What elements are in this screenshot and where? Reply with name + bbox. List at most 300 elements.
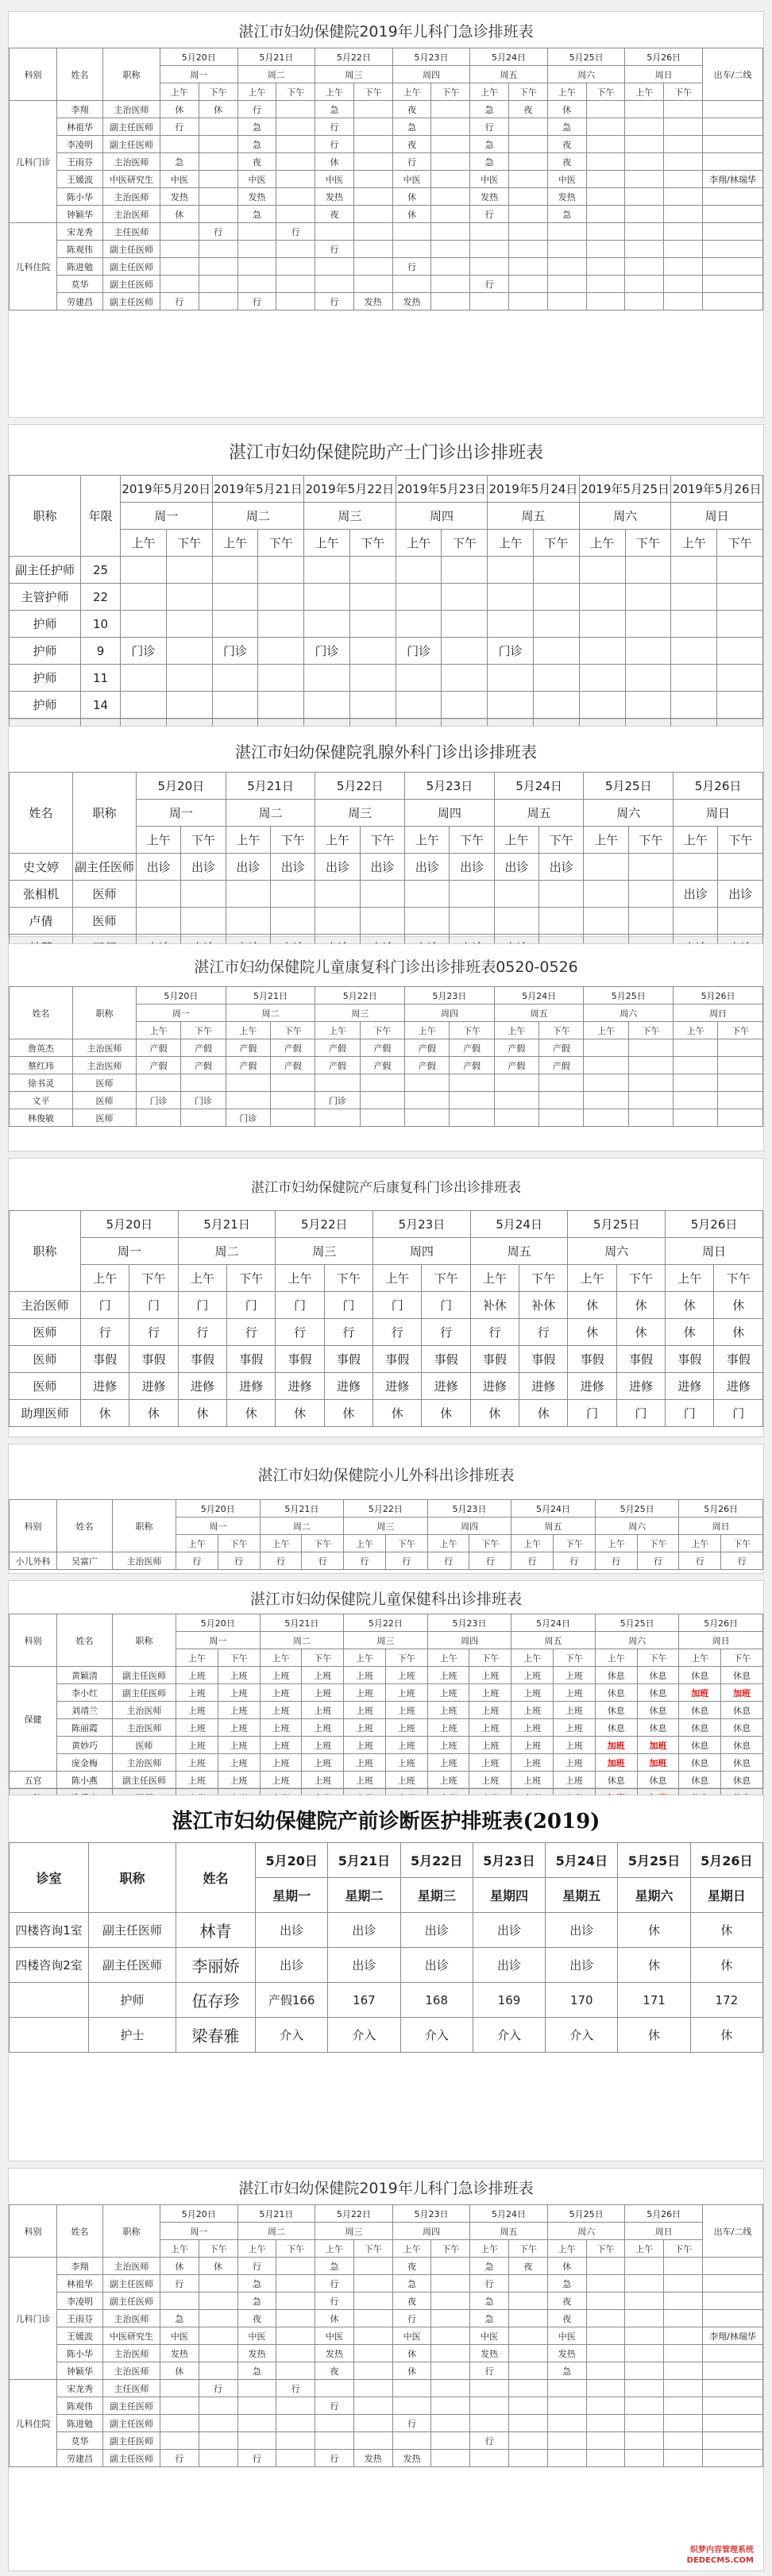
shift-cell (664, 153, 703, 171)
schedule-row (10, 584, 763, 611)
shift-cell (547, 2432, 586, 2450)
shift-cell: 休 (392, 2362, 431, 2380)
shift-cell (431, 2293, 470, 2310)
shift-cell: 行 (315, 136, 354, 153)
shift-cell (212, 692, 258, 719)
am-header: 上午 (579, 530, 625, 557)
shift-cell (664, 276, 703, 293)
shift-cell (315, 1074, 360, 1092)
shift-cell (625, 2345, 664, 2362)
shift-cell (671, 557, 717, 584)
am-header: 上午 (595, 1649, 637, 1667)
shift-cell (431, 2310, 470, 2327)
am-header: 上午 (121, 530, 167, 557)
shift-cell (226, 1074, 270, 1092)
name-cell: 王雨芬 (57, 153, 103, 171)
shift-cell (586, 223, 625, 241)
weekday-header: 周六 (595, 1517, 679, 1535)
shift-cell: 上班 (344, 1737, 386, 1754)
pm-header: 下午 (353, 83, 392, 101)
shift-cell: 休 (519, 1400, 568, 1427)
weekday-header: 星期五 (546, 1878, 618, 1913)
shift-cell: 行 (315, 2293, 354, 2310)
shift-cell (470, 223, 509, 241)
shift-cell (664, 101, 703, 118)
midwife-title: 湛江市妇幼保健院助产士门诊出诊排班表 (228, 443, 543, 463)
am-header: 上午 (373, 1265, 422, 1292)
shift-cell: 上班 (260, 1667, 302, 1684)
shift-cell (431, 2345, 470, 2362)
shift-cell (717, 692, 763, 719)
shift-cell: 加班 (721, 1684, 763, 1702)
room-cell: 四楼咨询2室 (10, 1948, 89, 1983)
pm-header: 下午 (554, 1535, 596, 1552)
shift-cell: 门 (568, 1400, 616, 1427)
header-row-dates (10, 2205, 763, 2223)
shift-cell (625, 692, 671, 719)
date-header: 5月21日 (226, 773, 315, 800)
title-cell: 主治医师 (103, 2362, 160, 2380)
name-cell: 林祖华 (57, 2275, 103, 2293)
shift-cell (360, 1074, 404, 1092)
shift-cell (717, 638, 763, 665)
shift-cell (625, 206, 664, 223)
shift-cell: 上班 (260, 1737, 302, 1754)
shift-cell: 休息 (721, 1772, 763, 1789)
shift-cell: 上班 (260, 1719, 302, 1737)
shift-cell (160, 241, 199, 258)
extra-cell (703, 2432, 763, 2450)
am-header: 上午 (679, 1649, 721, 1667)
shift-cell (431, 2380, 470, 2397)
shift-cell: 休 (199, 2258, 237, 2275)
shift-cell (349, 584, 396, 611)
shift-cell: 休息 (637, 1684, 679, 1702)
name-cell: 李翔 (57, 2258, 103, 2275)
weekday-header: 周六 (579, 503, 671, 530)
shift-cell: 加班 (595, 1737, 637, 1754)
shift-cell (579, 584, 625, 611)
weekday-header: 周二 (178, 1238, 276, 1265)
postpartum-schedule-panel (8, 1158, 764, 1437)
am-header: 上午 (315, 1022, 360, 1039)
shift-cell: 行 (373, 1319, 422, 1346)
shift-cell: 行 (237, 101, 276, 118)
shift-cell (258, 584, 304, 611)
shift-cell: 休 (714, 1292, 763, 1319)
shift-cell (199, 2275, 237, 2293)
date-header: 5月23日 (473, 1843, 545, 1878)
name-cell: 陈小华 (57, 2345, 103, 2362)
shift-cell (625, 2415, 664, 2432)
shift-cell (276, 258, 315, 276)
shift-cell (509, 2380, 548, 2397)
shift-cell: 夜 (237, 2310, 276, 2327)
shift-cell (315, 2380, 354, 2397)
shift-cell (488, 611, 534, 638)
shift-cell (276, 153, 315, 171)
shift-cell (166, 665, 212, 692)
am-header: 上午 (679, 1535, 721, 1552)
am-header: 上午 (392, 2240, 431, 2258)
shift-cell (212, 611, 258, 638)
shift-cell (405, 1074, 450, 1092)
date-header: 5月20日 (160, 2205, 238, 2223)
title-cell: 医师 (73, 1074, 137, 1092)
shift-cell: 上班 (302, 1772, 344, 1789)
shift-cell (137, 881, 181, 908)
shift-cell (586, 2345, 625, 2362)
shift-cell (199, 2310, 237, 2327)
pm-header: 下午 (469, 1649, 511, 1667)
shift-cell: 产假 (226, 1057, 270, 1074)
shift-cell (353, 2362, 392, 2380)
shift-cell (166, 638, 212, 665)
name-cell: 王雨芬 (57, 2310, 103, 2327)
shift-cell (353, 2327, 392, 2345)
weekday-header: 星期二 (328, 1878, 400, 1913)
shift-cell (237, 2415, 276, 2432)
weekday-header: 周六 (568, 1238, 666, 1265)
shift-cell (431, 2450, 470, 2467)
shift-cell (396, 584, 442, 611)
shift-cell (237, 2397, 276, 2415)
weekday-header: 周三 (315, 66, 393, 83)
shift-cell (199, 188, 237, 206)
shift-cell (431, 241, 470, 258)
schedule-row (10, 1319, 763, 1346)
shift-cell: 上班 (427, 1754, 469, 1772)
shift-cell: 行 (315, 241, 354, 258)
shift-cell: 门诊 (121, 638, 167, 665)
shift-cell: 上班 (302, 1667, 344, 1684)
extra-cell (703, 241, 763, 258)
column-header: 职称 (89, 1843, 176, 1913)
schedule-row (10, 188, 763, 206)
shift-cell (276, 276, 315, 293)
shift-cell (664, 2380, 703, 2397)
shift-cell (353, 171, 392, 188)
date-header: 5月25日 (618, 1843, 690, 1878)
am-header: 上午 (625, 83, 664, 101)
shift-cell (664, 2415, 703, 2432)
schedule-row (10, 908, 763, 935)
shift-cell (509, 223, 548, 241)
shift-cell (494, 1074, 538, 1092)
name-cell: 卢倩 (10, 908, 73, 935)
shift-cell (160, 2415, 199, 2432)
shift-cell: 事假 (129, 1346, 178, 1373)
shift-cell (276, 101, 315, 118)
shift-cell (431, 153, 470, 171)
pm-header: 下午 (218, 1649, 260, 1667)
shift-cell: 出诊 (181, 854, 226, 881)
weekday-header: 周二 (237, 2223, 315, 2240)
shift-cell: 出诊 (256, 1913, 328, 1948)
date-header: 5月20日 (176, 1500, 261, 1517)
shift-cell: 休息 (595, 1702, 637, 1719)
shift-cell: 休 (666, 1292, 714, 1319)
shift-cell (405, 908, 450, 935)
pm-header: 下午 (360, 827, 404, 854)
shift-cell: 中医 (392, 171, 431, 188)
am-header: 上午 (315, 2240, 354, 2258)
weekday-header: 周六 (547, 2223, 625, 2240)
shift-cell (547, 223, 586, 241)
shift-cell (586, 2362, 625, 2380)
date-header: 5月21日 (226, 987, 315, 1005)
weekday-header: 周三 (315, 2223, 393, 2240)
shift-cell (664, 2362, 703, 2380)
pm-header: 下午 (664, 2240, 703, 2258)
title-cell: 护师 (10, 665, 81, 692)
date-header: 2019年5月25日 (579, 476, 671, 503)
weekday-header: 周三 (315, 800, 405, 827)
shift-cell (431, 171, 470, 188)
dept-cell: 保健 (10, 1667, 57, 1772)
shift-cell (226, 908, 270, 935)
title-cell: 医师 (113, 1737, 176, 1754)
pm-header: 下午 (199, 83, 237, 101)
shift-cell: 休 (392, 2345, 431, 2362)
schedule-row (10, 1702, 763, 1719)
shift-cell: 产假 (539, 1057, 584, 1074)
shift-cell (226, 881, 270, 908)
column-header: 科别 (10, 1500, 57, 1552)
shift-cell (470, 2397, 509, 2415)
shift-cell: 门诊 (212, 638, 258, 665)
weekday-header: 周一 (81, 1238, 179, 1265)
shift-cell: 上班 (511, 1667, 554, 1684)
shift-cell: 169 (473, 1983, 545, 2018)
shift-cell: 休息 (637, 1667, 679, 1684)
childcare-schedule-panel (8, 1580, 764, 1788)
shift-cell: 中医 (160, 2327, 199, 2345)
name-cell: 莫华 (57, 276, 103, 293)
am-header: 上午 (276, 1265, 324, 1292)
shift-cell (160, 258, 199, 276)
pm-header: 下午 (586, 2240, 625, 2258)
shift-cell (137, 908, 181, 935)
shift-cell (664, 2293, 703, 2310)
schedule-row (10, 1719, 763, 1737)
shift-cell (579, 638, 625, 665)
shift-cell (718, 1092, 763, 1109)
shift-cell (353, 2310, 392, 2327)
weekday-header: 周一 (160, 2223, 238, 2240)
shift-cell: 急 (470, 2293, 509, 2310)
pedsurg-title: 湛江市妇幼保健院小儿外科出诊排班表 (257, 1467, 515, 1484)
pm-header: 下午 (302, 1649, 344, 1667)
shift-cell (625, 136, 664, 153)
shift-cell: 发热 (470, 188, 509, 206)
shift-cell (509, 136, 548, 153)
shift-cell (625, 665, 671, 692)
am-header: 上午 (176, 1535, 218, 1552)
shift-cell (488, 557, 534, 584)
weekday-header: 周日 (666, 1238, 763, 1265)
shift-cell: 出诊 (315, 854, 360, 881)
shift-cell: 门 (324, 1292, 372, 1319)
shift-cell (534, 638, 580, 665)
shift-cell: 进修 (178, 1373, 226, 1400)
date-header: 5月22日 (315, 2205, 393, 2223)
title-cell: 主治医师 (73, 1039, 137, 1057)
shift-cell (671, 665, 717, 692)
shift-cell: 急 (237, 118, 276, 136)
shift-cell: 休 (227, 1400, 276, 1427)
weekday-header: 周二 (237, 66, 315, 83)
shift-cell: 休 (373, 1400, 422, 1427)
date-header: 5月23日 (427, 1614, 511, 1632)
shift-cell: 上班 (260, 1684, 302, 1702)
shift-cell (579, 665, 625, 692)
weekday-header: 周四 (427, 1632, 511, 1649)
shift-cell (392, 241, 431, 258)
shift-cell: 产假 (450, 1057, 494, 1074)
shift-cell: 行 (160, 2450, 199, 2467)
date-header: 5月23日 (427, 1500, 511, 1517)
shift-cell: 行 (237, 2258, 276, 2275)
shift-cell: 事假 (470, 1346, 519, 1373)
shift-cell (625, 2450, 664, 2467)
extra-cell (703, 223, 763, 241)
years-cell: 11 (81, 665, 121, 692)
shift-cell: 休息 (721, 1754, 763, 1772)
peds-title: 湛江市妇幼保健院2019年儿科门急诊排班表 (238, 23, 534, 40)
name-cell: 劳建昌 (57, 2450, 103, 2467)
pm-header: 下午 (385, 1535, 427, 1552)
shift-cell (671, 611, 717, 638)
schedule-row (10, 171, 763, 188)
shift-cell (718, 1039, 763, 1057)
shift-cell (539, 908, 584, 935)
pm-header: 下午 (353, 2240, 392, 2258)
shift-cell: 行 (315, 2275, 354, 2293)
shift-cell (584, 1074, 628, 1092)
shift-cell (121, 665, 167, 692)
shift-cell (396, 611, 442, 638)
shift-cell (509, 188, 548, 206)
date-header: 5月24日 (511, 1614, 596, 1632)
shift-cell: 行 (392, 153, 431, 171)
shift-cell: 行 (81, 1319, 129, 1346)
shift-cell (212, 665, 258, 692)
years-cell: 25 (81, 557, 121, 584)
am-header: 上午 (226, 827, 270, 854)
shift-cell: 上班 (385, 1702, 427, 1719)
weekday-header: 周五 (511, 1517, 596, 1535)
shift-cell (534, 692, 580, 719)
shift-cell (509, 2275, 548, 2293)
postpartum-title: 湛江市妇幼保健院产后康复科门诊出诊排班表 (251, 1180, 521, 1196)
pm-header: 下午 (721, 1649, 763, 1667)
pm-header: 下午 (628, 1022, 673, 1039)
pm-header: 下午 (349, 530, 396, 557)
shift-cell: 上班 (469, 1772, 511, 1789)
title-cell: 主任医师 (103, 223, 160, 241)
shift-cell (396, 665, 442, 692)
shift-cell: 上班 (385, 1719, 427, 1737)
shift-cell: 进修 (227, 1373, 276, 1400)
schedule-row (10, 1667, 763, 1684)
shift-cell (539, 1074, 584, 1092)
shift-cell (442, 665, 488, 692)
shift-cell (586, 118, 625, 136)
shift-cell: 172 (690, 1983, 762, 2018)
extra-cell (703, 2345, 763, 2362)
shift-cell: 行 (470, 2275, 509, 2293)
schedule-row (10, 2327, 763, 2345)
shift-cell (586, 171, 625, 188)
shift-cell (625, 153, 664, 171)
date-header: 2019年5月26日 (671, 476, 763, 503)
shift-cell (181, 1109, 226, 1127)
shift-cell: 休 (690, 1948, 762, 1983)
shift-cell: 行 (315, 2450, 354, 2467)
shift-cell: 上班 (385, 1772, 427, 1789)
shift-cell: 产假 (137, 1057, 181, 1074)
shift-cell (584, 854, 628, 881)
am-header: 上午 (584, 1022, 628, 1039)
weekday-header: 星期三 (400, 1878, 473, 1913)
weekday-header: 周四 (427, 1517, 511, 1535)
shift-cell (509, 276, 548, 293)
shift-cell: 休息 (595, 1667, 637, 1684)
extra-cell (703, 206, 763, 223)
shift-cell: 急 (392, 118, 431, 136)
shift-cell (212, 584, 258, 611)
date-header: 5月21日 (178, 1211, 276, 1238)
pm-header: 下午 (539, 827, 584, 854)
date-header: 2019年5月24日 (488, 476, 580, 503)
shift-cell (450, 881, 494, 908)
shift-cell: 产假 (181, 1057, 226, 1074)
shift-cell (431, 206, 470, 223)
shift-cell: 急 (237, 2362, 276, 2380)
pm-header: 下午 (431, 2240, 470, 2258)
shift-cell: 门 (422, 1292, 470, 1319)
shift-cell: 上班 (302, 1702, 344, 1719)
shift-cell (392, 2432, 431, 2450)
shift-cell (534, 584, 580, 611)
title-cell: 主治医师 (103, 153, 160, 171)
shift-cell: 休 (616, 1292, 665, 1319)
pm-header: 下午 (469, 1535, 511, 1552)
weekday-header: 周五 (494, 800, 584, 827)
weekday-header: 周五 (470, 66, 548, 83)
shift-cell: 行 (129, 1319, 178, 1346)
title-cell: 护师 (10, 638, 81, 665)
name-cell: 林祖华 (57, 118, 103, 136)
shift-cell (137, 1109, 181, 1127)
pm-header: 下午 (450, 1022, 494, 1039)
shift-cell (664, 2258, 703, 2275)
column-header: 姓名 (10, 987, 73, 1039)
shift-cell (199, 2362, 237, 2380)
shift-cell (349, 557, 396, 584)
shift-cell: 急 (237, 206, 276, 223)
date-header: 5月23日 (392, 48, 470, 66)
schedule-row (10, 1074, 763, 1092)
schedule-row (10, 223, 763, 241)
shift-cell: 行 (519, 1319, 568, 1346)
peds-schedule-panel (8, 11, 764, 418)
shift-cell (509, 2327, 548, 2345)
am-header: 上午 (625, 2240, 664, 2258)
schedule-row (10, 2432, 763, 2450)
shift-cell (664, 223, 703, 241)
